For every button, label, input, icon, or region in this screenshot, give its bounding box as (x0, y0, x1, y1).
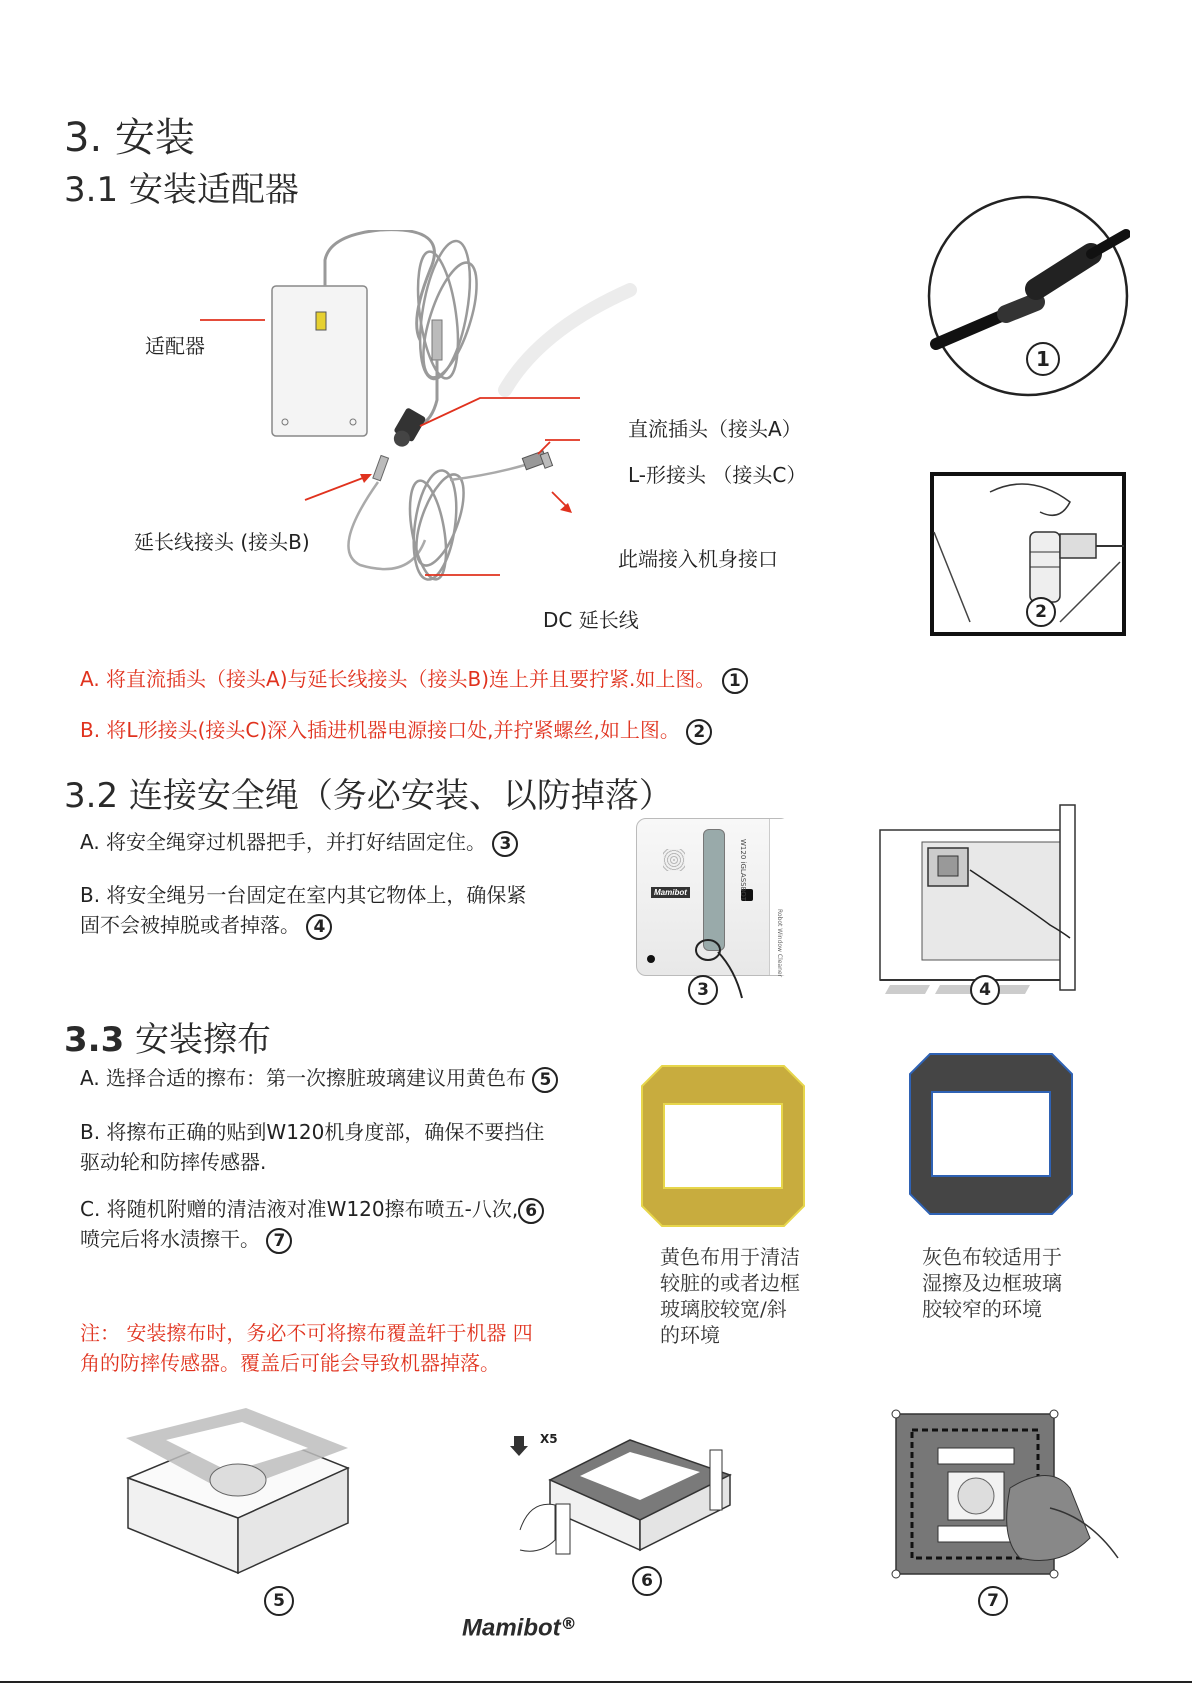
device-caption: Robot Window Cleaner (776, 909, 783, 978)
connector-b (373, 455, 389, 480)
step-number: 2 (686, 719, 712, 745)
subsection-title-3-1: 3.1 安装适配器 (64, 170, 299, 210)
image-number-5: 5 (264, 1586, 294, 1616)
step-3-2-a: A. 将安全绳穿过机器把手，并打好结固定住。 3 (80, 827, 518, 857)
connector-c (522, 450, 552, 475)
inset-number-2: 2 (1026, 597, 1056, 627)
step-number: 5 (532, 1067, 558, 1093)
connector-a (388, 407, 426, 451)
device-model: W120 iGLASSBOT (739, 839, 747, 902)
step-number: 1 (722, 668, 748, 694)
yellow-cloth (640, 1064, 806, 1228)
step-3-1-a: A. 将直流插头（接头A)与延长线接头（接头B)连上并且要拧紧.如上图。 1 (80, 664, 748, 694)
step-number: 6 (518, 1198, 544, 1224)
cloth-attach-illustration (118, 1408, 356, 1588)
wipe-illustration (890, 1408, 1120, 1584)
step-number: 7 (266, 1228, 292, 1254)
step-number: 4 (306, 914, 332, 940)
image-number-3: 3 (688, 975, 718, 1005)
callout-machine-port: 此端接入机身接口 (618, 547, 778, 571)
callout-l-connector: L-形接头 （接头C） (628, 463, 807, 487)
device-brand: Mamibot (651, 887, 690, 898)
adapter-body (272, 286, 367, 436)
gray-cloth-caption: 灰色布较适用于 湿擦及边框玻璃 胶较窄的环境 (922, 1245, 1062, 1321)
spray-count-label: X5 (540, 1432, 558, 1446)
callout-dc-plug: 直流插头（接头A） (628, 417, 802, 441)
footer-rule (0, 1681, 1192, 1683)
cable-coil-bottom (404, 468, 474, 582)
inset-number-1: 1 (1026, 342, 1060, 376)
footer-logo: Mamibot® (462, 1614, 577, 1642)
image-number-7: 7 (978, 1586, 1008, 1616)
note-warning: 注： 安装擦布时，务必不可将擦布覆盖轩于机器 四 角的防摔传感器。覆盖后可能会导致机器掉落。 (80, 1321, 533, 1375)
image-number-6: 6 (632, 1566, 662, 1596)
gray-cloth (908, 1052, 1074, 1216)
yellow-cloth-caption: 黄色布用于清洁 较脏的或者边框 玻璃胶较宽/斜 的环境 (660, 1245, 800, 1347)
subsection-title-3-3: 3.3 安装擦布 (64, 1020, 272, 1060)
callout-adapter: 适配器 (145, 334, 205, 358)
step-3-2-b: B. 将安全绳另一台固定在室内其它物体上，确保紧 固不会被掉脱或者掉落。 4 (80, 880, 526, 940)
step-3-1-b: B. 将L形接头(接头C)深入插进机器电源接口处,并拧紧螺丝,如上图。 2 (80, 715, 712, 745)
window-illustration (870, 800, 1080, 1000)
step-3-3-c: C. 将随机附赠的清洁液对准W120擦布喷五-八次, 6 喷完后将水渍擦干。 7 (80, 1194, 544, 1254)
step-3-3-a: A. 选择合适的擦布：第一次擦脏玻璃建议用黄色布 5 (80, 1063, 558, 1093)
cable-coil-top (411, 237, 487, 383)
callout-dc-cable: DC 延长线 (543, 608, 639, 632)
step-number: 3 (492, 831, 518, 857)
callout-ext-connector: 延长线接头 (接头B) (134, 530, 310, 554)
image-number-4: 4 (970, 975, 1000, 1005)
section-title: 3. 安装 (64, 115, 195, 161)
subsection-title-3-2: 3.2 连接安全绳（务必安装、以防掉落） (64, 776, 673, 816)
step-3-3-b: B. 将擦布正确的贴到W120机身度部，确保不要挡住 驱动轮和防摔传感器. (80, 1120, 545, 1174)
